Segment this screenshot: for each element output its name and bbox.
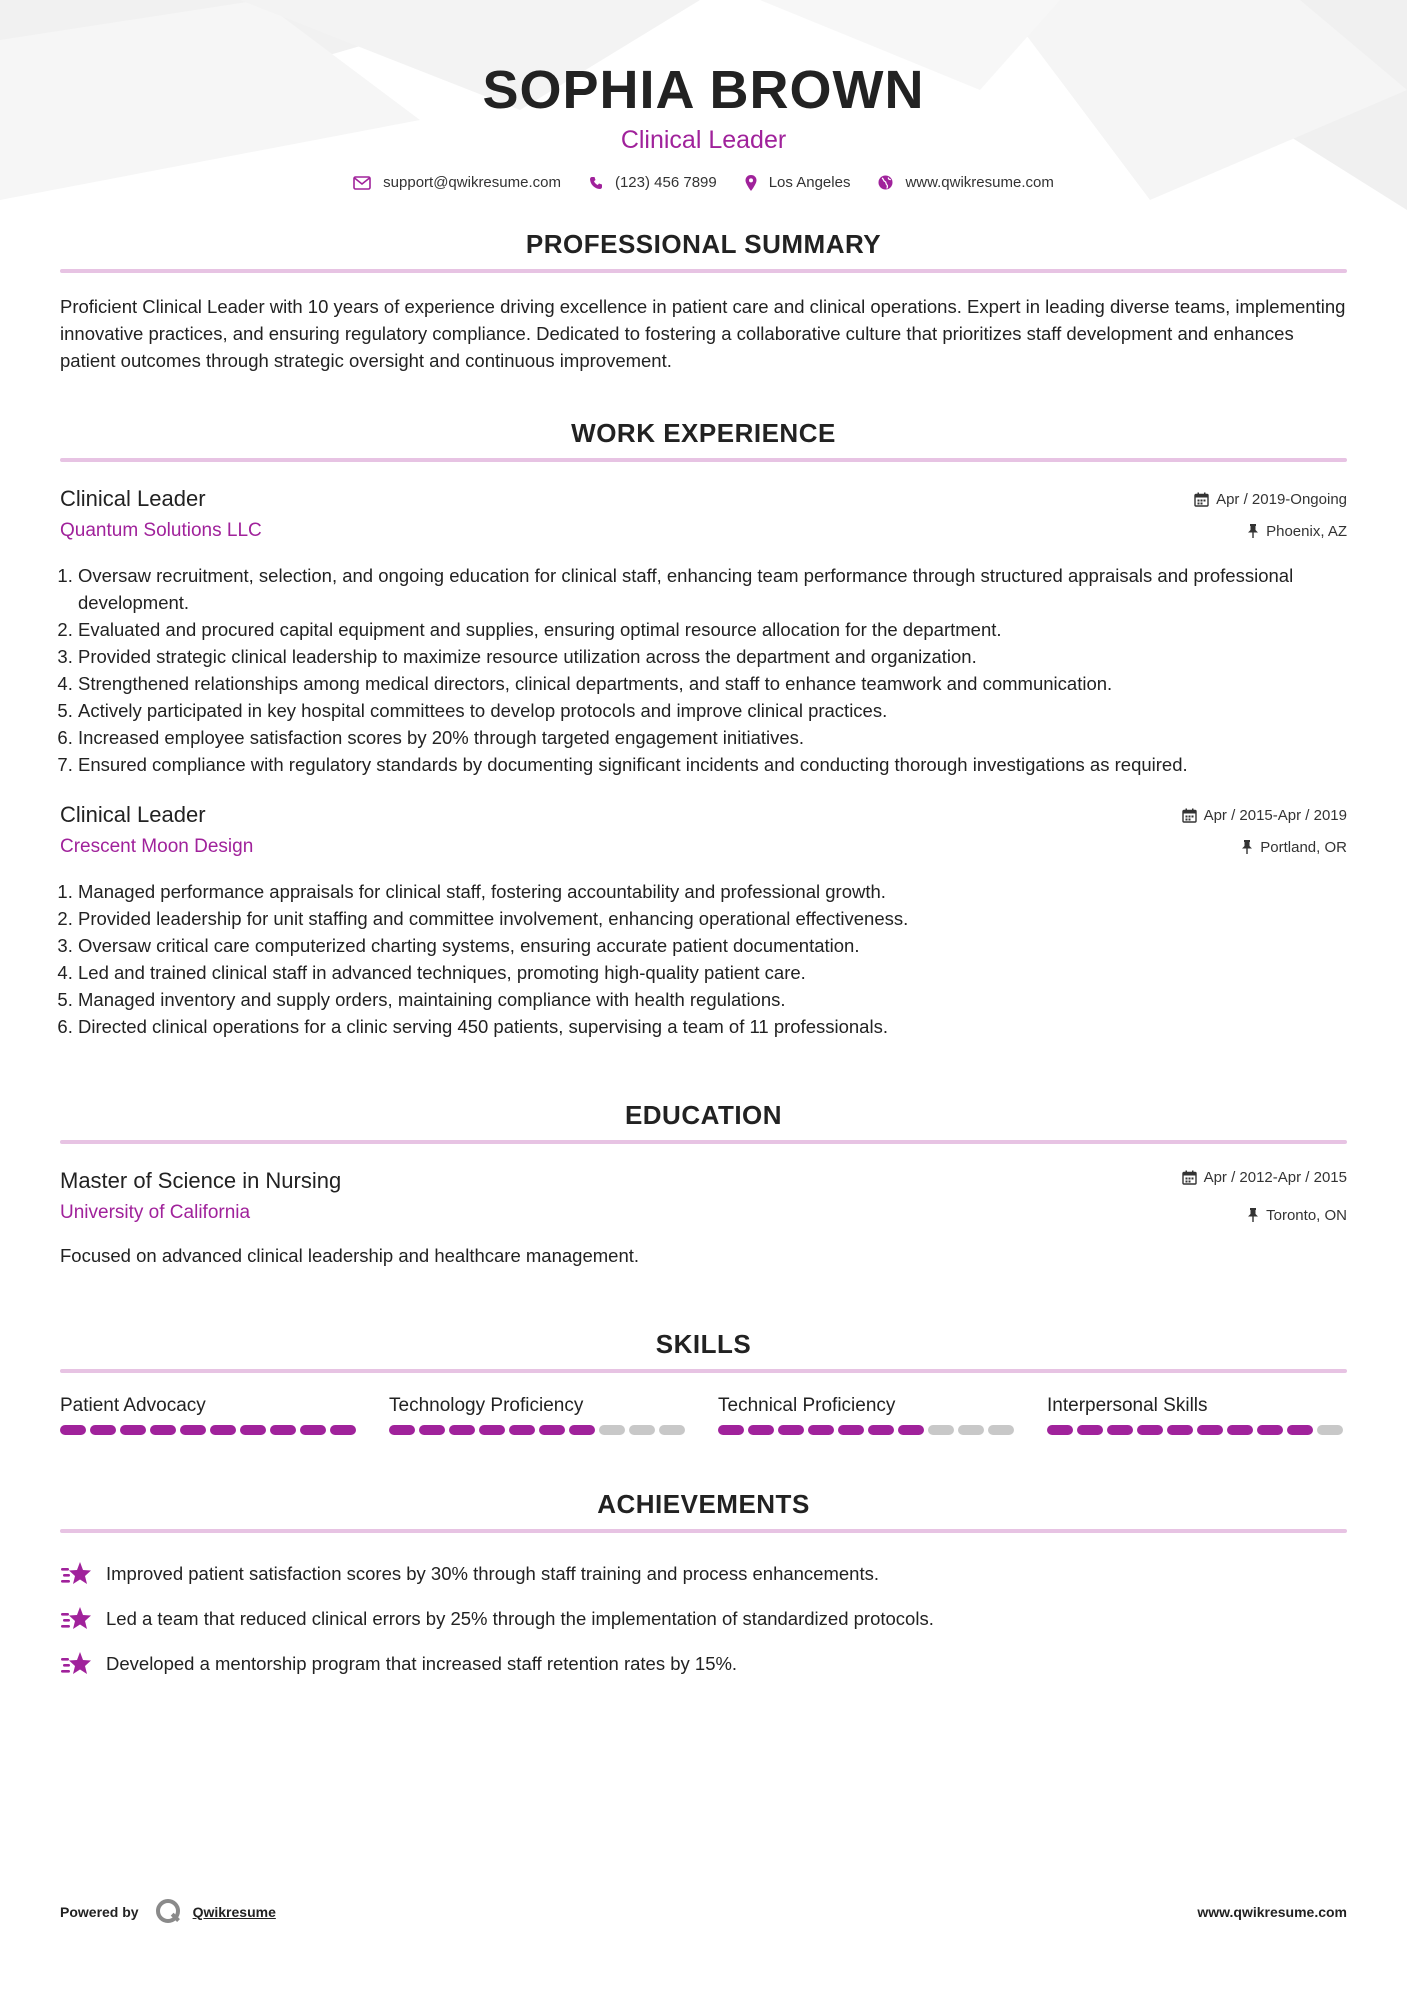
list-item: 4. Led and trained clinical staff in advanced techniques, promoting high-quality patient care. xyxy=(78,959,1347,986)
calendar-icon xyxy=(1182,808,1197,823)
education-section xyxy=(60,1098,1347,1269)
skills-heading: SKILLS xyxy=(655,1329,752,1359)
skill-item xyxy=(60,1393,360,1435)
skill-level-bar xyxy=(60,1425,360,1435)
skill-segment-filled xyxy=(868,1425,894,1435)
skill-segment-filled xyxy=(1077,1425,1103,1435)
summary-text: Proficient Clinical Leader with 10 years of experience driving excellence in patient care and clinical operations. Expert in leading diverse teams, implementing innovative practices, and ensuring regulatory compliance. Dedicated to fostering a collaborative culture that prioritizes staff development and enhances patient outcomes through strategic oversight and continuous improvement. xyxy=(60,296,1346,371)
skill-segment-filled xyxy=(60,1425,86,1435)
job-location: Phoenix, AZ xyxy=(1266,522,1347,540)
list-item: 1. Managed performance appraisals for clinical staff, fostering accountability and professional growth. xyxy=(78,878,1347,905)
skill-segment-filled xyxy=(569,1425,595,1435)
section-divider xyxy=(60,1140,1347,1144)
contact-location-text: Los Angeles xyxy=(768,174,851,191)
skill-segment-filled xyxy=(1227,1425,1253,1435)
job-dates: Apr / 2019-Ongoing xyxy=(1216,490,1347,508)
job-entry xyxy=(60,800,1347,1040)
list-item: 6. Increased employee satisfaction scores by 20% through targeted engagement initiatives. xyxy=(78,724,1347,751)
section-divider xyxy=(60,458,1347,462)
calendar-icon xyxy=(1182,1170,1197,1185)
skill-segment-filled xyxy=(1107,1425,1133,1435)
skill-segment-filled xyxy=(449,1425,475,1435)
job-dates: Apr / 2015-Apr / 2019 xyxy=(1203,806,1347,824)
list-item: 3. Provided strategic clinical leadership to maximize resource utilization across the department and organization. xyxy=(78,643,1347,670)
skill-level-bar xyxy=(1047,1425,1347,1435)
candidate-role: Clinical Leader xyxy=(620,126,787,154)
skill-segment-filled xyxy=(1257,1425,1283,1435)
education-location: Toronto, ON xyxy=(1266,1206,1347,1224)
skill-segment-filled xyxy=(509,1425,535,1435)
skill-name: Interpersonal Skills xyxy=(1047,1395,1208,1416)
achievement-text: Improved patient satisfaction scores by 30% through staff training and process enhancements. xyxy=(106,1562,879,1584)
skill-segment-filled xyxy=(210,1425,236,1435)
globe-icon xyxy=(878,175,893,190)
experience-section xyxy=(60,416,1347,1040)
pin-icon xyxy=(1247,1208,1259,1222)
contact-bar xyxy=(60,174,1347,191)
section-divider xyxy=(60,1529,1347,1533)
list-item xyxy=(60,1641,1347,1686)
skill-segment-filled xyxy=(778,1425,804,1435)
candidate-name: SOPHIA BROWN xyxy=(482,60,925,120)
skill-segment-filled xyxy=(180,1425,206,1435)
skill-segment-filled xyxy=(479,1425,505,1435)
contact-email[interactable] xyxy=(353,174,561,191)
list-item: 4. Strengthened relationships among medical directors, clinical departments, and staff to enhance teamwork and communication. xyxy=(78,670,1347,697)
skill-segment-filled xyxy=(1287,1425,1313,1435)
list-item: 6. Directed clinical operations for a clinic serving 450 patients, supervising a team of 11 professionals. xyxy=(78,1013,1347,1040)
resume-header xyxy=(60,0,1347,191)
skills-section xyxy=(60,1327,1347,1435)
section-divider xyxy=(60,1369,1347,1373)
skill-level-bar xyxy=(718,1425,1018,1435)
list-item: 3. Oversaw critical care computerized charting systems, ensuring accurate patient documentation. xyxy=(78,932,1347,959)
contact-website[interactable] xyxy=(878,174,1053,191)
achievement-text: Developed a mentorship program that increased staff retention rates by 15%. xyxy=(106,1652,738,1674)
list-item xyxy=(60,1596,1347,1641)
school-name: University of California xyxy=(60,1202,251,1223)
skill-segment-filled xyxy=(300,1425,326,1435)
skill-segment-filled xyxy=(150,1425,176,1435)
skill-level-bar xyxy=(389,1425,689,1435)
job-company: Quantum Solutions LLC xyxy=(60,520,262,541)
qwikresume-logo-icon xyxy=(155,1898,183,1926)
phone-icon xyxy=(589,176,603,190)
job-title: Clinical Leader xyxy=(60,802,206,827)
skill-segment-filled xyxy=(808,1425,834,1435)
achievements-list xyxy=(60,1551,1347,1686)
achievements-section xyxy=(60,1487,1347,1686)
job-duties-list xyxy=(60,878,1347,1040)
education-heading: EDUCATION xyxy=(624,1100,783,1130)
skill-item xyxy=(1047,1393,1347,1435)
skill-segment-filled xyxy=(539,1425,565,1435)
skill-segment-filled xyxy=(389,1425,415,1435)
contact-phone-text: (123) 456 7899 xyxy=(614,174,717,191)
achievement-text: Led a team that reduced clinical errors by 25% through the implementation of standardized protocols. xyxy=(106,1607,934,1629)
skill-item xyxy=(718,1393,1018,1435)
summary-heading: PROFESSIONAL SUMMARY xyxy=(525,229,882,259)
job-entry xyxy=(60,484,1347,778)
contact-phone[interactable] xyxy=(589,174,717,191)
skill-name: Technology Proficiency xyxy=(389,1395,584,1416)
pin-icon xyxy=(1241,840,1253,854)
contact-location xyxy=(745,174,851,191)
skill-segment-filled xyxy=(240,1425,266,1435)
skill-item xyxy=(389,1393,689,1435)
powered-by-label: Powered by xyxy=(60,1904,139,1920)
skill-segment-filled xyxy=(330,1425,356,1435)
skill-segment-filled xyxy=(1197,1425,1223,1435)
skill-segment-empty xyxy=(958,1425,984,1435)
achievements-heading: ACHIEVEMENTS xyxy=(597,1489,810,1519)
job-location: Portland, OR xyxy=(1260,838,1347,856)
contact-email-text: support@qwikresume.com xyxy=(383,174,561,191)
job-company: Crescent Moon Design xyxy=(60,836,254,857)
skill-segment-filled xyxy=(1137,1425,1163,1435)
map-pin-icon xyxy=(745,175,757,191)
education-description: Focused on advanced clinical leadership and healthcare management. xyxy=(60,1245,640,1266)
list-item: 7. Ensured compliance with regulatory standards by documenting significant incidents and conducting thorough investigations as required. xyxy=(78,751,1347,778)
list-item: 1. Oversaw recruitment, selection, and ongoing education for clinical staff, enhancing team performance through structured appraisals and professional development. xyxy=(78,562,1347,616)
skill-segment-empty xyxy=(928,1425,954,1435)
list-item: 2. Provided leadership for unit staffing and committee involvement, enhancing operational effectiveness. xyxy=(78,905,1347,932)
section-divider xyxy=(60,269,1347,273)
skill-segment-filled xyxy=(748,1425,774,1435)
star-icon xyxy=(60,1560,94,1588)
skill-segment-filled xyxy=(1167,1425,1193,1435)
star-icon xyxy=(60,1650,94,1678)
list-item: 5. Actively participated in key hospital committees to develop protocols and improve clinical practices. xyxy=(78,697,1347,724)
job-duties-list xyxy=(60,562,1347,778)
skill-segment-filled xyxy=(1047,1425,1073,1435)
skill-segment-filled xyxy=(120,1425,146,1435)
skill-name: Technical Proficiency xyxy=(718,1395,896,1416)
skills-list xyxy=(60,1393,1347,1435)
education-entry xyxy=(60,1166,1347,1269)
page-footer xyxy=(60,1898,1347,1926)
calendar-icon xyxy=(1194,492,1209,507)
list-item: 2. Evaluated and procured capital equipment and supplies, ensuring optimal resource allocation for the department. xyxy=(78,616,1347,643)
degree-title: Master of Science in Nursing xyxy=(60,1168,342,1193)
skill-segment-filled xyxy=(838,1425,864,1435)
skill-segment-empty xyxy=(1317,1425,1343,1435)
envelope-icon xyxy=(353,176,371,190)
skill-segment-filled xyxy=(419,1425,445,1435)
star-icon xyxy=(60,1605,94,1633)
pin-icon xyxy=(1247,524,1259,538)
skill-segment-empty xyxy=(599,1425,625,1435)
skill-name: Patient Advocacy xyxy=(60,1395,206,1416)
list-item xyxy=(60,1551,1347,1596)
summary-section xyxy=(60,227,1347,374)
list-item: 5. Managed inventory and supply orders, maintaining compliance with health regulations. xyxy=(78,986,1347,1013)
skill-segment-filled xyxy=(90,1425,116,1435)
skill-segment-filled xyxy=(270,1425,296,1435)
skill-segment-empty xyxy=(659,1425,685,1435)
contact-website-text: www.qwikresume.com xyxy=(905,174,1054,191)
footer-website-link[interactable]: www.qwikresume.com xyxy=(1197,1904,1347,1920)
brand-link[interactable]: Qwikresume xyxy=(192,1904,276,1920)
skill-segment-empty xyxy=(988,1425,1014,1435)
education-dates: Apr / 2012-Apr / 2015 xyxy=(1203,1168,1347,1186)
skill-segment-filled xyxy=(898,1425,924,1435)
skill-segment-empty xyxy=(629,1425,655,1435)
job-title: Clinical Leader xyxy=(60,486,206,511)
experience-heading: WORK EXPERIENCE xyxy=(571,418,836,448)
skill-segment-filled xyxy=(718,1425,744,1435)
